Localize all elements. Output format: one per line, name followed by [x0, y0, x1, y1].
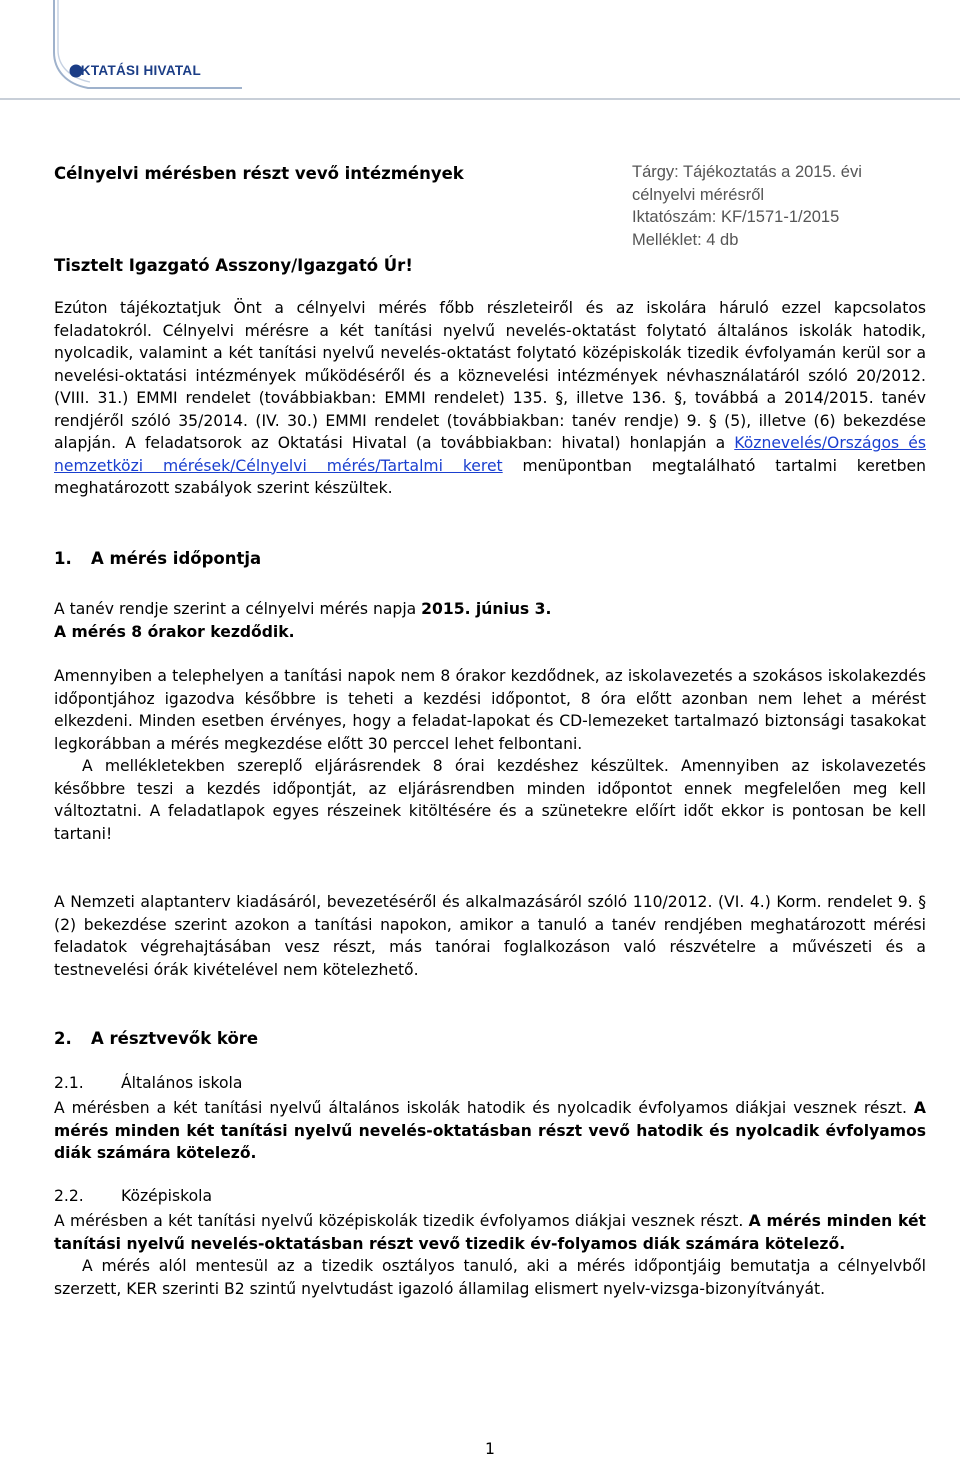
subsection-2-1-body	[54, 1097, 926, 1165]
subject-line-cont: célnyelvi mérésről	[632, 185, 765, 204]
subsection-2-2-exemption: A mérés alól mentesül az a tizedik osztályos tanuló, aki a mérés időpontjáig bemutatja a célnyelvből szerzett, KER szerinti B2 szintű nyelvtudást igazoló államilag elismert nyelv-vizsga-bizonyítványát.	[54, 1257, 926, 1298]
intro-paragraph	[54, 297, 926, 500]
section-2-title: A résztvevők köre	[91, 1029, 259, 1048]
sub2-text: A mérésben a két tanítási nyelvű középiskolák tizedik évfolyamos diákjai vesznek részt.	[54, 1212, 749, 1230]
section-1-para-1: Amennyiben a telephelyen a tanítási napok nem 8 órakor kezdődnek, az iskolavezetés a szokásos iskolakezdés időpontjához igazodva későbbre is teheti a kezdési időpontot, 8 óra előtt azonban nem lehet a mérést elkezdeni. Minden esetben érvényes, hogy a feladat-lapokat és CD-lemezeket tartalmazó biztonsági tasakokat legkorábban a mérés megkezdése előtt 30 perccel lehet felbontani.	[54, 667, 926, 753]
logo-text: OKTATÁSI HIVATAL	[70, 63, 202, 78]
subject-block	[632, 161, 952, 251]
subsection-2-2-title: Középiskola	[121, 1187, 213, 1205]
date-prefix: A tanév rendje szerint a célnyelvi mérés napja	[54, 600, 422, 618]
start-time: A mérés 8 órakor kezdődik.	[54, 622, 295, 641]
letterhead	[0, 0, 960, 104]
addressee-institutions: Célnyelvi mérésben részt vevő intézmények	[54, 164, 464, 183]
salutation: Tisztelt Igazgató Asszony/Igazgató Úr!	[54, 256, 413, 275]
section-1-para-3: A Nemzeti alaptanterv kiadásáról, bevezetéséről és alkalmazásáról szóló 110/2012. (VI. 4.) Korm. rendelet 9. § (2) bekezdése szerint azokon a tanítási napokon, amikor a tanuló a tanév rendjében meghatározott mérési feladatok végrehajtásában vesz részt, más tanórai foglalkozáson való részvételre a művészeti és a testnevelési órák kivételével nem kötelezhető.	[54, 893, 926, 979]
subsection-2-1-title: Általános iskola	[121, 1074, 243, 1092]
start-time-line	[54, 621, 926, 644]
section-1-date	[54, 598, 926, 643]
section-1-para-2: A mellékletekben szereplő eljárásrendek 8 órai kezdéshez készültek. Amennyiben az iskolavezetés későbbre teszi a kezdés időpontját, az eljárásrendben minden időpontot ennek megfelelően meg kell változtatni. A feladatlapok egyes részeinek kitöltésére és a szünetekre előírt időt ekkor is pontosan be kell tartani!	[54, 757, 926, 843]
subsection-2-2-number: 2.2.	[54, 1187, 84, 1205]
subsection-2-2-body	[54, 1210, 926, 1300]
tartalmi-keret-link[interactable]: Köznevelés/Országos és nemzetközi mérések/Célnyelvi mérés/Tartalmi keret	[54, 434, 926, 475]
reference-number: Iktatószám: KF/1571-1/2015	[632, 208, 840, 226]
subsection-2-2-paragraph	[54, 1210, 926, 1255]
subsection-2-1-number: 2.1.	[54, 1074, 84, 1092]
sub1-mandatory: A mérés minden két tanítási nyelvű nevelés-oktatásban részt vevő hatodik és nyolcadik évfolyamos diák számára kötelező.	[54, 1099, 926, 1162]
subsection-2-2-heading	[54, 1187, 212, 1205]
subject-line: Tárgy: Tájékoztatás a 2015. évi	[632, 163, 862, 181]
logo-arc-graphic	[52, 0, 242, 96]
attachment-count: Melléklet: 4 db	[632, 230, 739, 249]
subsection-2-1-paragraph	[54, 1097, 926, 1165]
sub2-mandatory: A mérés minden két tanítási nyelvű nevelés-oktatásban részt vevő tizedik év-folyamos diák számára kötelező.	[54, 1212, 926, 1253]
intro-section	[54, 297, 926, 500]
section-2-heading	[54, 1029, 258, 1048]
sub1-text: A mérésben a két tanítási nyelvű általános iskolák hatodik és nyolcadik évfolyamos diákjai vesznek részt.	[54, 1099, 914, 1117]
page-number: 1	[485, 1440, 495, 1458]
measurement-date-line	[54, 598, 926, 621]
measurement-date: 2015. június 3.	[421, 600, 552, 618]
section-1-body	[54, 665, 926, 845]
header-divider	[0, 98, 960, 100]
intro-text-end: menüpontban megtalálható tartalmi keretben meghatározott szabályok szerint készültek.	[54, 456, 926, 497]
subsection-2-1-heading	[54, 1074, 242, 1092]
section-1-title: A mérés időpontja	[91, 549, 262, 568]
section-1-number: 1.	[54, 549, 72, 568]
oktatasi-hivatal-logo	[52, 0, 242, 96]
intro-text: Ezúton tájékoztatjuk Önt a célnyelvi mérés főbb részleteiről és az iskolára háruló ezzel kapcsolatos feladatokról. Célnyelvi mérésre a két tanítási nyelvű nevelés-oktatást folytató általános iskolák hatodik, nyolcadik, valamint a két tanítási nyelvű nevelés-oktatást folytató középiskolák tizedik évfolyamán kerül sor a nevelési-oktatási intézmények működéséről és a köznevelési intézmények névhasználatáról szóló 20/2012. (VIII. 31.) EMMI rendelet (továbbiakban: EMMI rendelet) 135. §, illetve 136. §, továbbá a 2014/2015. tanév rendjéről szóló 35/2014. (IV. 30.) EMMI rendelet (továbbiakban: tanév rendje) 9. § (5), illetve (6) bekezdése alapján. A feladatsorok az Oktatási Hivatal (a továbbiakban: hivatal) honlapján a	[54, 299, 926, 452]
section-1-heading	[54, 549, 261, 568]
section-1-nat	[54, 891, 926, 981]
section-2-number: 2.	[54, 1029, 72, 1048]
